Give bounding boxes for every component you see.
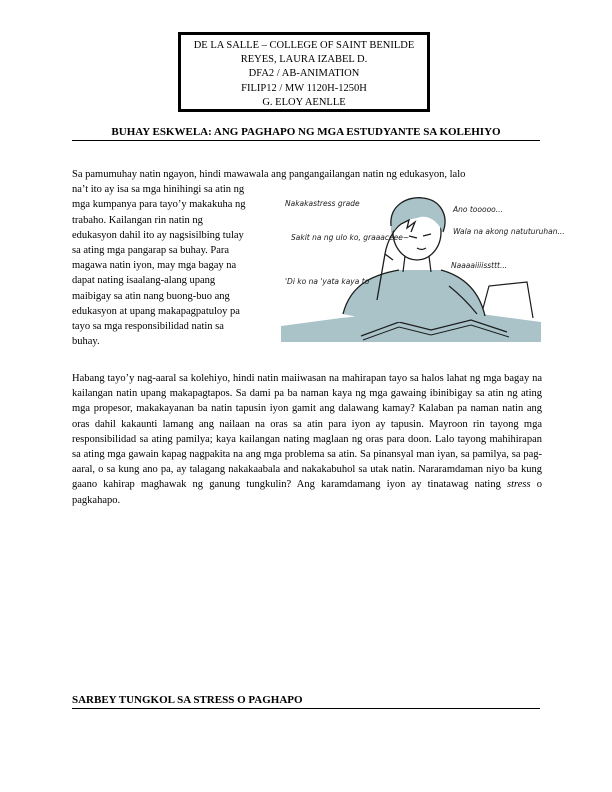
paragraph-1-first-line: Sa pamumuhay natin ngayon, hindi mawawala ang pangangailangan natin ng edukasyon, lalo	[72, 169, 466, 180]
paragraph-1-line: sa ating mga pangarap sa buhay. Para	[72, 245, 230, 257]
paragraph-2-ending: o pagkahapo.	[72, 479, 542, 506]
header-school: DE LA SALLE – COLLEGE OF SAINT BENILDE	[193, 40, 415, 51]
paragraph-1-line: trabaho. Kailangan rin natin ng	[72, 214, 203, 226]
paragraph-1-line: na’t ito ay isa sa mga hinihingi sa atin ng	[72, 184, 245, 196]
paragraph-1-line: tayo sa mga responsibilidad natin sa	[72, 321, 224, 333]
survey-title: SARBEY TUNGKOL SA STRESS O PAGHAPO	[72, 693, 540, 709]
laptop-outline	[481, 282, 533, 318]
paragraph-1-line: buhay.	[72, 336, 100, 348]
note-learning-nothing: Wala na akong natuturuhan...	[453, 227, 565, 236]
paragraph-1-wrapped-text	[72, 182, 270, 349]
paragraph-1-line: magawa natin iyon, may mga bagay na	[72, 260, 237, 272]
header-course: FILIP12 / MW 1120H-1250H	[241, 82, 367, 94]
paragraph-2-text: Habang tayo’y nag-aaral sa kolehiyo, hindi natin maiiwasan na mahirapan tayo sa halos lahat ng mga bagay na kailangan natin upang makapagtapos. Sa dami pa ba naman kaya ng mga gawaing ibinibigay sa atin ng ating mga propesor, makakayanan ba natin tapusin iyon gamit ang dalawang kamay? Kalaban pa naman natin ang oras dahil kakaunti lamang ang nailaan na oras sa atin para iyon ay tapusin. Mayroon rin tayong mga responsibilidad sa ating pamilya; kaya kailangan nating maglaan ng oras para doon. Lalo tayong mahihirapan sa ating mga gawain kapag nagpakita na ang mga problema sa atin. Sa pinansyal man iyan, sa pamilya, sa pag-aaral, o sa kung ano pa, ay talagang nakakaabala and nakakabuhol sa utak natin. Nararamdaman niyo ba kung gaano kahirap maghawak ng ganung tungkulin? Ang karamdamang iyon ay tinatawag nating	[72, 373, 542, 491]
note-what-is-this: Ano tooooo...	[453, 205, 503, 214]
header-section: DFA2 / AB-ANIMATION	[248, 68, 360, 80]
paragraph-2	[72, 371, 542, 508]
header-professor: G. ELOY AENLLE	[262, 96, 346, 108]
header-box	[178, 32, 430, 112]
paragraph-2-italic-word: stress	[507, 479, 531, 491]
note-annoyed: Naaaaiiiissttt...	[451, 261, 508, 270]
paragraph-1-line: edukasyon dahil ito ay nagsisilbing tulay	[72, 229, 244, 241]
main-title: BUHAY ESKWELA: ANG PAGHAPO NG MGA ESTUDYANTE SA KOLEHIYO	[72, 125, 540, 141]
note-headache: Sakit na ng ulo ko, graaaceee~	[291, 233, 410, 242]
stressed-student-illustration	[281, 190, 565, 342]
illustration-svg	[281, 190, 565, 342]
paragraph-1-line: dapat nating isaalang-alang upang	[72, 275, 216, 287]
paragraph-1-line: maibigay sa atin nang buong-buo ang	[72, 290, 230, 302]
note-stress-grade: Nakakastress grade	[285, 199, 360, 208]
note-cant-take-it: 'Di ko na 'yata kaya to	[285, 277, 370, 286]
header-author: REYES, LAURA IZABEL D.	[240, 54, 368, 66]
paragraph-1-line: mga kumpanya para tayo’y makakuha ng	[72, 199, 246, 211]
paragraph-1-line: edukasyon at upang makapagpatuloy pa	[72, 305, 240, 317]
